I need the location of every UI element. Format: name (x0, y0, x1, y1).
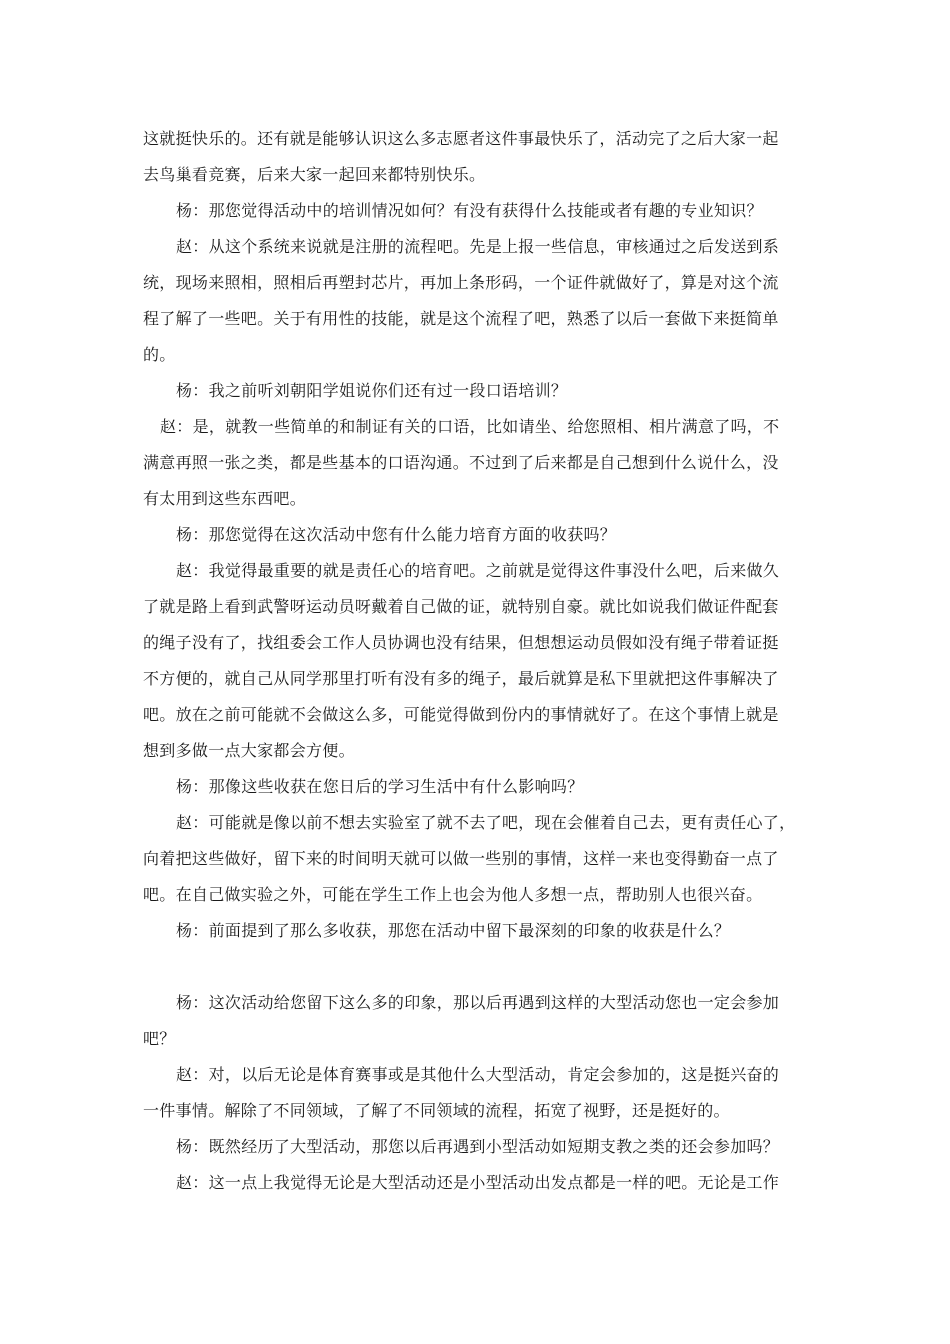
text-line: 去鸟巢看竞赛，后来大家一起回来都特别快乐。 (143, 165, 486, 184)
text-line: 杨：那您觉得在这次活动中您有什么能力培育方面的收获吗？ (176, 525, 617, 544)
text-line: 吧。在自己做实验之外，可能在学生工作上也会为他人多想一点，帮助别人也很兴奋。 (143, 885, 763, 904)
text-line: 有太用到这些东西吧。 (143, 489, 307, 508)
text-line: 赵：这一点上我觉得无论是大型活动还是小型活动出发点都是一样的吧。无论是工作 (176, 1173, 780, 1192)
text-line: 杨：我之前听刘朝阳学姐说你们还有过一段口语培训？ (176, 381, 568, 400)
text-line: 程了解了一些吧。关于有用性的技能，就是这个流程了吧，熟悉了以后一套做下来挺简单 (143, 309, 779, 328)
text-line: 杨：既然经历了大型活动，那您以后再遇到小型活动如短期支教之类的还会参加吗？ (176, 1137, 780, 1156)
text-line: 杨：那像这些收获在您日后的学习生活中有什么影响吗？ (176, 777, 584, 796)
text-line: 一件事情。解除了不同领域，了解了不同领域的流程，拓宽了视野，还是挺好的。 (143, 1101, 730, 1120)
text-line: 统，现场来照相，照相后再塑封芯片，再加上条形码，一个证件就做好了，算是对这个流 (143, 273, 779, 292)
text-line: 杨：这次活动给您留下这么多的印象，那以后再遇到这样的大型活动您也一定会参加 (176, 993, 780, 1012)
text-line: 赵：我觉得最重要的就是责任心的培育吧。之前就是觉得这件事没什么吧，后来做久 (176, 561, 780, 580)
text-line: 不方便的，就自己从同学那里打听有没有多的绳子，最后就算是私下里就把这件事解决了 (143, 669, 779, 688)
text-line: 满意再照一张之类，都是些基本的口语沟通。不过到了后来都是自己想到什么说什么，没 (143, 453, 779, 472)
text-line: 杨：前面提到了那么多收获，那您在活动中留下最深刻的印象的收获是什么？ (176, 921, 731, 940)
text-line: 向着把这些做好，留下来的时间明天就可以做一些别的事情，这样一来也变得勤奋一点了 (143, 849, 779, 868)
text-line: 吧。放在之前可能就不会做这么多，可能觉得做到份内的事情就好了。在这个事情上就是 (143, 705, 779, 724)
text-line: 吧？ (143, 1029, 176, 1048)
text-line: 赵：是，就教一些简单的和制证有关的口语，比如请坐、给您照相、相片满意了吗，不 (160, 417, 780, 436)
text-line: 的。 (143, 345, 176, 364)
text-line: 杨：那您觉得活动中的培训情况如何？有没有获得什么技能或者有趣的专业知识？ (176, 201, 763, 220)
text-line: 赵：从这个系统来说就是注册的流程吧。先是上报一些信息，审核通过之后发送到系 (176, 237, 780, 256)
text-line: 想到多做一点大家都会方便。 (143, 741, 355, 760)
text-line: 赵：对，以后无论是体育赛事或是其他什么大型活动，肯定会参加的，这是挺兴奋的 (176, 1065, 780, 1084)
text-line: 的绳子没有了，找组委会工作人员协调也没有结果，但想想运动员假如没有绳子带着证挺 (143, 633, 779, 652)
text-line: 赵：可能就是像以前不想去实验室了就不去了吧，现在会催着自己去，更有责任心了， (176, 813, 796, 832)
text-line: 了就是路上看到武警呀运动员呀戴着自己做的证，就特别自豪。就比如说我们做证件配套 (143, 597, 779, 616)
text-line: 这就挺快乐的。还有就是能够认识这么多志愿者这件事最快乐了，活动完了之后大家一起 (143, 129, 779, 148)
